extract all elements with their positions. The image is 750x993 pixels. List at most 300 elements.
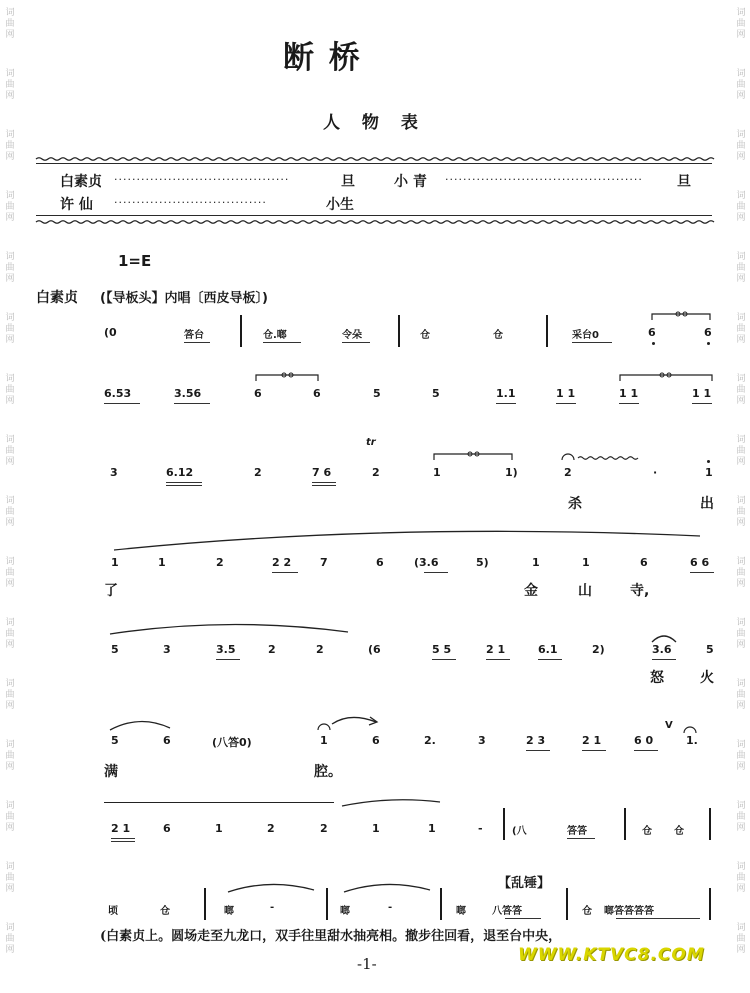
side-watermark [3,862,17,895]
lyric: 了 [104,583,118,599]
side-watermark [3,801,17,834]
notation-cell: 3 [478,734,486,747]
barline [566,888,568,920]
cast-role: 旦 [677,174,691,190]
watermark-char: 曲 [5,507,15,517]
notation-cell: 2 [320,822,328,835]
notation-cell: 3 [110,466,118,479]
high-octave-dot [707,460,710,463]
underline [619,403,639,404]
notation-cell: 2 [564,466,572,479]
phrase-slur [110,528,710,558]
trill-line [652,312,712,326]
phrase-slur [108,716,178,734]
watermark-char: 词 [736,862,746,872]
watermark-char: 网 [5,945,15,955]
phrase-line [104,802,334,803]
notation-cell: 6.1 [538,643,558,656]
fermata-wavy [562,448,642,466]
notation-cell: - [478,822,483,835]
watermark-char: 曲 [5,80,15,90]
watermark-char: 网 [5,457,15,467]
watermark-char: 曲 [5,629,15,639]
underline [556,403,576,404]
watermark-char: 曲 [5,812,15,822]
watermark-char: 网 [736,640,746,650]
percussion-syllable: - [388,902,393,913]
barline [326,888,328,920]
underline [690,572,714,573]
watermark-char: 网 [5,274,15,284]
watermark-char: 网 [5,823,15,833]
underline [166,482,202,483]
notation-cell: 7 [320,556,328,569]
watermark-char: 曲 [5,324,15,334]
underline [526,750,550,751]
watermark-char: 网 [736,396,746,406]
percussion-syllable: 答答 [567,826,587,837]
watermark-char: 曲 [736,19,746,29]
watermark-char: 网 [5,335,15,345]
side-watermark [734,923,748,956]
watermark-char: 曲 [736,751,746,761]
tie-arc [650,630,680,644]
watermark-char: 网 [736,518,746,528]
underline [652,659,676,660]
percussion-syllable: 仓 [582,906,592,917]
watermark-char: 词 [736,923,746,933]
side-watermark [3,8,17,41]
notation-cell: 5 [373,387,381,400]
watermark-char: 网 [736,91,746,101]
lyric: 腔。 [314,764,342,780]
phrase-slur [226,880,321,896]
singer-name: 白素贞 [36,290,78,306]
side-watermark [734,618,748,651]
underline [166,485,202,486]
side-watermark [734,8,748,41]
notation-cell: 1 1 [556,387,576,400]
watermark-char: 词 [5,374,15,384]
notation-cell: 6.12 [166,466,194,479]
notation-cell: 1 1 [692,387,712,400]
percussion-syllable: 采台0 [572,330,599,341]
watermark-char: 网 [736,823,746,833]
watermark-char: 曲 [736,690,746,700]
notation-cell: 7 6 [312,466,332,479]
underline [184,342,210,343]
watermark-char: 曲 [5,385,15,395]
side-watermark [3,679,17,712]
side-watermark [734,801,748,834]
cast-name: 许 仙 [60,197,93,213]
percussion-syllable: (八 [512,826,527,837]
watermark-char: 网 [5,518,15,528]
notation-cell: 2 1 [111,822,131,835]
notation-cell: 6 [372,734,380,747]
notation-cell: 2) [592,643,605,656]
percussion-syllable: 令朵 [342,330,362,341]
key-signature: 1=E [118,252,152,270]
notation-cell: 1 [582,556,590,569]
notation-cell: 3 [163,643,171,656]
watermark-char: 网 [736,884,746,894]
percussion-syllable: 仓.啷 [263,330,287,341]
notation-cell: 2 3 [526,734,546,747]
underline [174,403,210,404]
watermark-char: 网 [736,152,746,162]
notation-cell: 1 [158,556,166,569]
watermark-char: 词 [5,69,15,79]
phrase-slur [342,880,437,896]
side-watermark [734,313,748,346]
side-watermark [734,374,748,407]
side-watermark [3,740,17,773]
watermark-char: 曲 [5,934,15,944]
cast-name: 小 青 [394,174,427,190]
watermark-char: 曲 [736,873,746,883]
notation-cell: 1) [505,466,518,479]
watermark-char: 词 [736,435,746,445]
percussion-syllable: 啷答答答答 [604,906,654,917]
underline [572,342,612,343]
lyric: 火 [700,670,714,686]
watermark-char: 曲 [736,568,746,578]
notation-cell: (3.6 [414,556,439,569]
notation-cell: 2 2 [272,556,292,569]
watermark-char: 词 [5,801,15,811]
watermark-char: 曲 [736,141,746,151]
side-watermark [734,252,748,285]
trill-mark: tr [366,437,376,448]
notation-cell: (6 [368,643,381,656]
phrase-slur [108,620,358,640]
notation-cell: 6 [163,734,171,747]
underline [432,659,456,660]
notation-cell: 1 [111,556,119,569]
barline [440,888,442,920]
watermark-char: 曲 [5,568,15,578]
underline [111,838,135,839]
watermark-char: 网 [5,579,15,589]
underline [505,918,541,919]
underline [582,750,606,751]
side-watermark [734,496,748,529]
watermark-char: 词 [736,191,746,201]
watermark-char: 曲 [5,19,15,29]
cast-list-heading: 人 物 表 [323,113,426,133]
watermark-char: 词 [5,313,15,323]
notation-cell: 1 [428,822,436,835]
watermark-char: 网 [5,152,15,162]
watermark-char: 词 [736,252,746,262]
watermark-char: 网 [736,579,746,589]
notation-cell: 6 [376,556,384,569]
trill-line [434,452,514,466]
side-watermark [3,618,17,651]
notation-cell: (0 [104,326,117,339]
watermark-char: 曲 [736,324,746,334]
percussion-syllable: 啷 [224,906,234,917]
cast-role: 小生 [326,197,354,213]
barline [709,888,711,920]
percussion-syllable: 仓 [493,330,503,341]
notation-cell: (八答0) [212,736,252,749]
watermark-char: 网 [5,762,15,772]
notation-cell: 2 [267,822,275,835]
underline [111,841,135,842]
lyric: 出 [700,496,714,512]
page-title: 断 桥 [283,40,362,76]
page-number: -1- [357,955,377,973]
notation-cell: 2 [316,643,324,656]
watermark-char: 网 [5,396,15,406]
notation-cell: 6 [254,387,262,400]
notation-cell: 1 [215,822,223,835]
notation-cell: 3.6 [652,643,672,656]
leader-dots: ······································· [114,173,290,186]
lyric: 满 [104,764,118,780]
side-watermark [3,557,17,590]
underline [634,750,658,751]
watermark-char: 词 [736,679,746,689]
notation-cell: 6 [313,387,321,400]
watermark-char: 词 [736,618,746,628]
notation-cell: 2 [268,643,276,656]
underline [104,403,140,404]
barline [546,315,548,347]
watermark-char: 词 [5,130,15,140]
watermark-char: 曲 [5,751,15,761]
notation-cell: 5 5 [432,643,452,656]
underline [424,572,448,573]
notation-cell: · [653,466,658,479]
watermark-char: 网 [736,762,746,772]
watermark-char: 网 [736,701,746,711]
stage-direction: (白素贞上。圆场走至九龙口，双手往里甜水抽亮相。撤步往回看，退至台中央， [100,929,562,944]
watermark-char: 曲 [5,446,15,456]
underline [538,659,562,660]
trill-line [620,373,714,387]
notation-cell: 1 [433,466,441,479]
watermark-char: 曲 [5,873,15,883]
percussion-syllable: - [270,902,275,913]
watermark-char: 曲 [736,934,746,944]
watermark-char: 词 [736,8,746,18]
notation-cell: 2 1 [582,734,602,747]
notation-cell: 1 1 [619,387,639,400]
phrase-slur [340,796,450,816]
notation-cell: 6 0 [634,734,654,747]
watermark-char: 词 [736,557,746,567]
lyric: 寺, [630,583,650,599]
leader-dots: ············································ [445,173,643,186]
watermark-char: 曲 [736,812,746,822]
underline [312,482,336,483]
percussion-syllable: 仓 [160,906,170,917]
barline [240,315,242,347]
percussion-syllable: 啷 [340,906,350,917]
watermark-char: 曲 [736,263,746,273]
side-watermark [734,69,748,102]
watermark-char: 词 [5,435,15,445]
watermark-char: 词 [5,557,15,567]
watermark-char: 词 [736,374,746,384]
side-watermark [734,679,748,712]
low-octave-dot [707,342,710,345]
watermark-char: 网 [5,91,15,101]
side-watermark [3,252,17,285]
barline [204,888,206,920]
notation-cell: 5 [432,387,440,400]
notation-cell: 5) [476,556,489,569]
lyric: 怒 [650,670,664,686]
side-watermark [3,496,17,529]
percussion-syllable: 仓 [642,826,652,837]
percussion-syllable: 八答答 [492,906,522,917]
side-watermark [734,435,748,468]
low-octave-dot [652,342,655,345]
watermark-char: 曲 [5,202,15,212]
watermark-char: 词 [736,313,746,323]
percussion-syllable: 啷 [456,906,466,917]
percussion-pattern-label: 【乱锤】 [498,876,551,891]
watermark-char: 词 [5,862,15,872]
notation-cell: 6 [648,326,656,339]
watermark-char: 网 [736,945,746,955]
fermata [683,722,699,734]
watermark-char: 曲 [736,385,746,395]
watermark-char: 网 [736,457,746,467]
barline [624,808,626,840]
watermark-char: 词 [5,740,15,750]
side-watermark [734,740,748,773]
notation-cell: 6.53 [104,387,132,400]
watermark-char: 词 [5,8,15,18]
lyric: 金 [524,583,538,599]
notation-cell: 3.56 [174,387,202,400]
notation-cell: 1 [705,466,713,479]
side-watermark [3,313,17,346]
underline [692,403,712,404]
watermark-char: 词 [736,801,746,811]
watermark-char: 词 [5,618,15,628]
watermark-char: 曲 [736,507,746,517]
notation-cell: 1 [320,734,328,747]
underline [496,403,516,404]
side-watermark [3,923,17,956]
notation-cell: 1. [686,734,698,747]
watermark-char: 网 [736,30,746,40]
notation-cell: 2 1 [486,643,506,656]
singing-direction: (【导板头】内唱〔西皮导板〕) [100,291,268,306]
watermark-char: 网 [5,884,15,894]
watermark-char: 词 [736,740,746,750]
underline [312,485,336,486]
percussion-syllable: 仓 [674,826,684,837]
watermark-char: 词 [5,923,15,933]
barline [709,808,711,840]
watermark-char: 曲 [5,690,15,700]
watermark-char: 曲 [5,141,15,151]
side-watermark [734,862,748,895]
watermark-char: 网 [5,701,15,711]
notation-cell: 2. [424,734,436,747]
underline [342,342,370,343]
watermark-char: 词 [5,252,15,262]
watermark-char: 词 [736,69,746,79]
side-watermark [3,374,17,407]
notation-cell: 2 [254,466,262,479]
notation-cell: 6 [163,822,171,835]
watermark-char: 网 [5,213,15,223]
watermark-char: 词 [5,679,15,689]
watermark-char: 曲 [736,80,746,90]
notation-cell: 6 [704,326,712,339]
side-watermark [3,69,17,102]
underline [272,572,298,573]
watermark-char: 词 [5,496,15,506]
notation-cell: 5 [111,643,119,656]
watermark-char: 曲 [736,202,746,212]
breath-mark: V [665,720,673,731]
lyric: 杀 [568,496,582,512]
rule-top [36,163,712,164]
notation-cell: 3.5 [216,643,236,656]
underline [567,838,595,839]
cast-role: 旦 [341,174,355,190]
watermark-char: 词 [736,130,746,140]
watermark-char: 网 [5,30,15,40]
notation-cell: 2 [372,466,380,479]
notation-cell: 1 [532,556,540,569]
watermark-char: 网 [736,274,746,284]
percussion-syllable: 仓 [420,330,430,341]
website-watermark[interactable]: WWW.KTVC8.COM [518,945,705,965]
notation-cell: 5 [706,643,714,656]
notation-cell: 1 [372,822,380,835]
watermark-char: 曲 [736,629,746,639]
underline [263,342,301,343]
notation-cell: 6 [640,556,648,569]
cast-name: 白素贞 [60,174,102,190]
percussion-syllable: 答台 [184,330,204,341]
underline [616,918,700,919]
watermark-char: 曲 [5,263,15,273]
watermark-char: 词 [736,496,746,506]
underline [216,659,240,660]
watermark-char: 网 [5,640,15,650]
notation-cell: 6 6 [690,556,710,569]
barline [398,315,400,347]
barline [503,808,505,840]
percussion-syllable: 顷 [108,906,118,917]
leader-dots: ·································· [114,196,267,209]
lyric: 山 [578,583,592,599]
side-watermark [734,557,748,590]
notation-cell: 2 [216,556,224,569]
notation-cell: 1.1 [496,387,516,400]
trill-line [256,373,320,387]
watermark-char: 网 [736,213,746,223]
watermark-char: 网 [736,335,746,345]
watermark-char: 曲 [736,446,746,456]
wavy-rule-bottom [0,216,750,236]
notation-cell: 5 [111,734,119,747]
watermark-char: 词 [5,191,15,201]
side-watermark [3,435,17,468]
underline [486,659,510,660]
